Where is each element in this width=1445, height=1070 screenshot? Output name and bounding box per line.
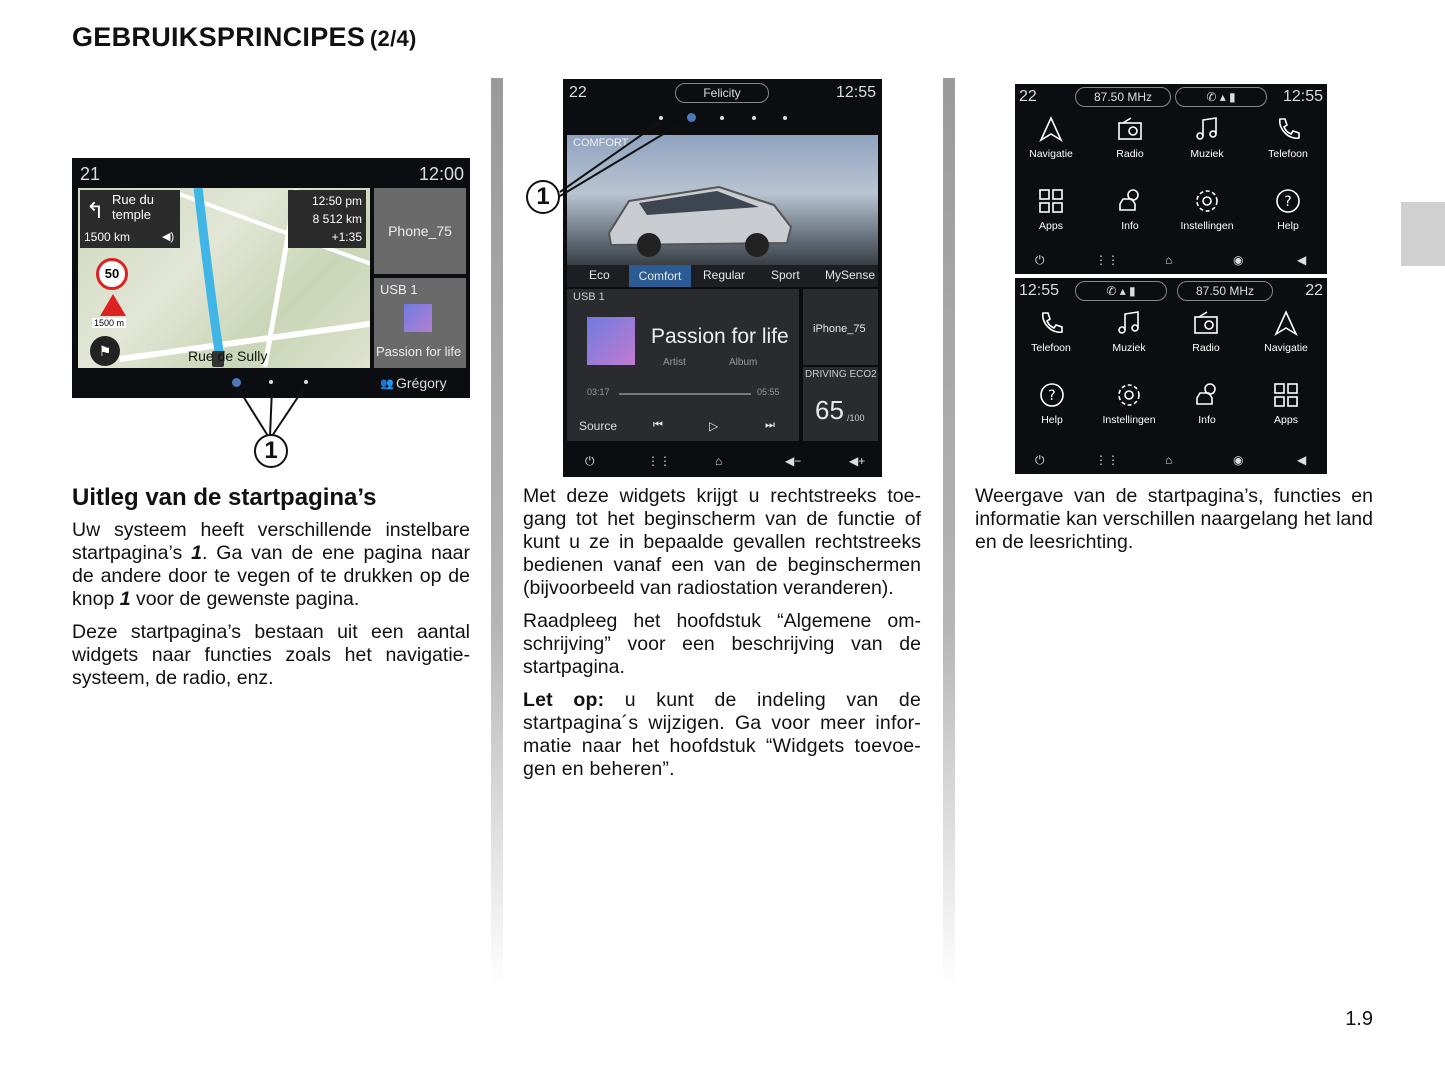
paragraph: Uw systeem heeft verschillende instelbare startpagina’s 1. Ga van de ene pagina naar de andere door te vegen of te drukken op de knop 1 voor de gewenste pagina. [72, 519, 470, 610]
app-label: Instellingen [1180, 220, 1234, 232]
radio-pill[interactable] [1177, 281, 1273, 301]
app-label: Help [1041, 414, 1063, 426]
radio-frequency: 87.50 MHz [1195, 284, 1255, 298]
app-label: Radio [1192, 342, 1220, 354]
navigation-home-screen [72, 158, 470, 398]
page-number: 1.9 [1345, 1008, 1373, 1030]
apps-grid-icon[interactable]: ⋮⋮ [1095, 453, 1119, 467]
help-icon [1039, 382, 1065, 408]
play-icon[interactable]: ▷ [709, 419, 719, 433]
app-tile[interactable] [1015, 116, 1091, 160]
mode-tabs [567, 265, 878, 287]
volume-up-icon[interactable]: ◀+ [849, 454, 866, 468]
comfort-badge: COMFORT [573, 137, 629, 149]
title-main: GEBRUIKSPRINCIPES [72, 22, 366, 52]
callout-leader-lines [230, 388, 310, 438]
app-label: Muziek [1112, 342, 1146, 354]
voice-icon[interactable]: ◉ [1233, 453, 1244, 467]
album: Album [729, 357, 758, 368]
elapsed-time: 03:17 [587, 387, 610, 397]
info-icon [1117, 188, 1143, 214]
phone-status-icons: ✆ ▴ ▮ [1106, 284, 1136, 298]
progress-bar[interactable] [619, 393, 751, 395]
volume-icon[interactable]: ◀ [1297, 253, 1307, 267]
user-name: Grégory [396, 375, 447, 391]
page-dot-active[interactable] [232, 378, 241, 387]
route-line [178, 188, 238, 368]
speed-limit-sign: 50 [96, 258, 128, 290]
warning-distance: 1500 m [94, 318, 125, 328]
app-tile[interactable] [1015, 188, 1091, 232]
profile-name: Felicity [703, 86, 741, 100]
column-3 [975, 485, 1373, 564]
app-tile[interactable] [1248, 116, 1327, 160]
usb-label: USB 1 [573, 291, 605, 303]
bottom-bar [1015, 450, 1327, 474]
music-widget[interactable] [567, 289, 799, 441]
mode-tab[interactable]: Regular [703, 268, 746, 282]
bottom-bar [1015, 250, 1327, 274]
column-divider-left [491, 78, 503, 988]
outside-temperature: 22 [1305, 282, 1323, 299]
source-button[interactable]: Source [579, 419, 618, 433]
volume-icon[interactable]: ◀ [1297, 453, 1307, 467]
page-title [72, 22, 417, 53]
settings-icon [1194, 188, 1220, 214]
app-tile[interactable] [1167, 116, 1247, 160]
page-dot[interactable] [720, 116, 724, 120]
artist: Artist [663, 357, 686, 368]
mode-tab[interactable]: Eco [589, 268, 610, 282]
home-icon[interactable]: ⌂ [1165, 453, 1173, 467]
destination-flag-button[interactable]: ⚑ [90, 336, 120, 366]
radio-icon [1117, 116, 1143, 142]
page-dot-active[interactable] [687, 113, 696, 122]
phone-status-pill[interactable] [1075, 281, 1167, 301]
apps-grid-icon[interactable]: ⋮⋮ [647, 454, 671, 468]
page-dot[interactable] [304, 380, 308, 384]
column-1 [72, 486, 470, 700]
eco-label: DRIVING ECO2 [805, 369, 877, 380]
app-tile[interactable] [1167, 382, 1247, 426]
mode-tab-active[interactable]: Comfort [629, 265, 691, 287]
radio-pill[interactable] [1075, 87, 1171, 107]
clock: 12:00 [418, 164, 464, 184]
song-title: Passion for life [651, 325, 789, 348]
map-view[interactable] [78, 188, 370, 368]
eta-delta: +1:35 [331, 230, 362, 244]
app-tile[interactable] [1090, 188, 1170, 232]
svg-text:?: ? [1048, 388, 1056, 404]
music-icon [1116, 310, 1142, 336]
profile-pill[interactable] [675, 83, 769, 103]
eta-time: 12:50 pm [311, 194, 362, 208]
app-grid-screen-rtl [1015, 278, 1327, 474]
street-name-bottom: Rue de Sully [188, 348, 268, 364]
phone-icon [1038, 310, 1064, 336]
page-dot[interactable] [752, 116, 756, 120]
volume-icon: ◀) [162, 231, 175, 243]
app-label: Navigatie [1264, 342, 1308, 354]
app-label: Telefoon [1031, 342, 1071, 354]
apps-icon [1273, 382, 1299, 408]
app-tile[interactable] [1248, 188, 1327, 232]
column-2 [523, 485, 921, 791]
bottom-bar [563, 451, 882, 475]
usb-label: USB 1 [380, 282, 418, 297]
volume-down-icon[interactable]: ◀− [785, 454, 802, 468]
app-label: Instellingen [1102, 414, 1156, 426]
phone-label: iPhone_75 [813, 323, 866, 335]
paragraph: Weergave van de startpagina’s, functies en informatie kan verschillen naargelang het land en de leesrichting. [975, 485, 1373, 553]
power-icon[interactable]: ⏻ [1035, 253, 1045, 267]
voice-icon[interactable]: ◉ [1233, 253, 1244, 267]
power-icon[interactable]: ⏻ [585, 454, 595, 468]
mode-tab[interactable]: MySense [825, 268, 876, 282]
app-label: Muziek [1190, 148, 1224, 160]
app-tile[interactable] [1089, 310, 1169, 354]
callout-leader-lines [556, 112, 676, 202]
note-paragraph: Let op: u kunt de indeling van de startpagina´s wijzigen. Ga voor meer infor-matie naar het hoofdstuk “Widgets toevoe-gen en beheren”. [523, 689, 921, 780]
app-tile[interactable] [1015, 382, 1092, 426]
app-label: Info [1198, 414, 1216, 426]
music-icon [1194, 116, 1220, 142]
radio-icon [1193, 310, 1219, 336]
app-tile[interactable] [1246, 310, 1326, 354]
section-heading: Uitleg van de startpagina’s [72, 484, 377, 511]
warning-icon [100, 294, 126, 316]
app-label: Telefoon [1268, 148, 1308, 160]
app-label: Apps [1039, 220, 1063, 232]
eta-distance: 8 512 km [312, 212, 362, 226]
phone-widget[interactable] [803, 289, 878, 365]
phone-icon [1275, 116, 1301, 142]
album-art [587, 317, 635, 365]
paragraph: Raadpleeg het hoofdstuk “Algemene om-schrijving” voor een beschrijving van de startpagina. [523, 610, 921, 678]
app-tile[interactable] [1015, 310, 1091, 354]
radio-frequency: 87.50 MHz [1093, 90, 1153, 104]
next-icon[interactable]: ⏭ [765, 419, 775, 431]
eta-panel [288, 190, 366, 248]
paragraph: Deze startpagina’s bestaan uit een aantal widgets naar functies zoals het navigatie-systeem, de radio, enz. [72, 621, 470, 689]
title-part: (2/4) [369, 26, 417, 51]
info-icon [1194, 382, 1220, 408]
turn-left-icon: ↰ [86, 198, 105, 223]
note-label: Let op: [523, 689, 605, 711]
navigation-icon [1038, 116, 1064, 142]
power-icon[interactable]: ⏻ [1035, 453, 1045, 467]
distance-remaining: 1500 km [84, 230, 131, 244]
help-icon [1275, 188, 1301, 214]
app-tile[interactable] [1167, 188, 1247, 232]
app-label: Info [1121, 220, 1139, 232]
callout-1: 1 [526, 180, 560, 214]
app-label: Radio [1116, 148, 1144, 160]
navigation-icon [1273, 310, 1299, 336]
music-widget[interactable] [374, 278, 466, 368]
column-divider-right [943, 78, 955, 988]
phone-status-icons: ✆ ▴ ▮ [1206, 90, 1236, 104]
paragraph: Met deze widgets krijgt u rechtstreeks toe-gang tot het beginscherm van de functie of kunt u ze in bepaalde gevallen rechtstreeks bedienen vanaf een van de beginschermen (bijvoorbeeld van radiostation veranderen). [523, 485, 921, 599]
album-art [404, 304, 432, 332]
app-tile[interactable] [1246, 382, 1326, 426]
app-tile[interactable] [1166, 310, 1246, 354]
previous-icon[interactable]: ⏮ [653, 419, 663, 431]
phone-widget[interactable] [374, 188, 466, 274]
home-icon[interactable]: ⌂ [715, 454, 723, 468]
mode-tab[interactable]: Sport [771, 268, 800, 282]
settings-icon [1116, 382, 1142, 408]
home-icon[interactable]: ⌂ [1165, 253, 1173, 267]
apps-icon [1038, 188, 1064, 214]
eco-score: 65 [815, 395, 844, 425]
phone-label: Phone_75 [388, 223, 452, 239]
phone-status-pill[interactable] [1175, 87, 1267, 107]
eco-widget[interactable] [803, 367, 878, 441]
app-grid-screen-ltr [1015, 84, 1327, 274]
app-tile[interactable] [1089, 382, 1169, 426]
outside-temperature: 22 [1019, 88, 1037, 105]
svg-text:?: ? [1284, 194, 1292, 210]
clock: 12:55 [835, 84, 876, 101]
street-name-top: Rue du temple [112, 192, 154, 222]
app-label: Navigatie [1029, 148, 1073, 160]
chapter-tab-marker [1401, 202, 1445, 266]
apps-grid-icon[interactable]: ⋮⋮ [1095, 253, 1119, 267]
total-time: 05:55 [757, 387, 780, 397]
app-label: Help [1277, 220, 1299, 232]
app-label: Apps [1274, 414, 1298, 426]
direction-panel [80, 190, 180, 248]
clock: 12:55 [1282, 88, 1323, 105]
outside-temperature: 21 [80, 164, 101, 184]
callout-1: 1 [254, 434, 288, 468]
clock: 12:55 [1019, 282, 1060, 299]
app-tile[interactable] [1090, 116, 1170, 160]
page-dot[interactable] [269, 380, 273, 384]
page-dot[interactable] [783, 116, 787, 120]
user-icon: 👥 [380, 378, 394, 390]
outside-temperature: 22 [569, 84, 587, 101]
eco-max: /100 [847, 413, 865, 423]
song-label: Passion for life [376, 344, 462, 359]
